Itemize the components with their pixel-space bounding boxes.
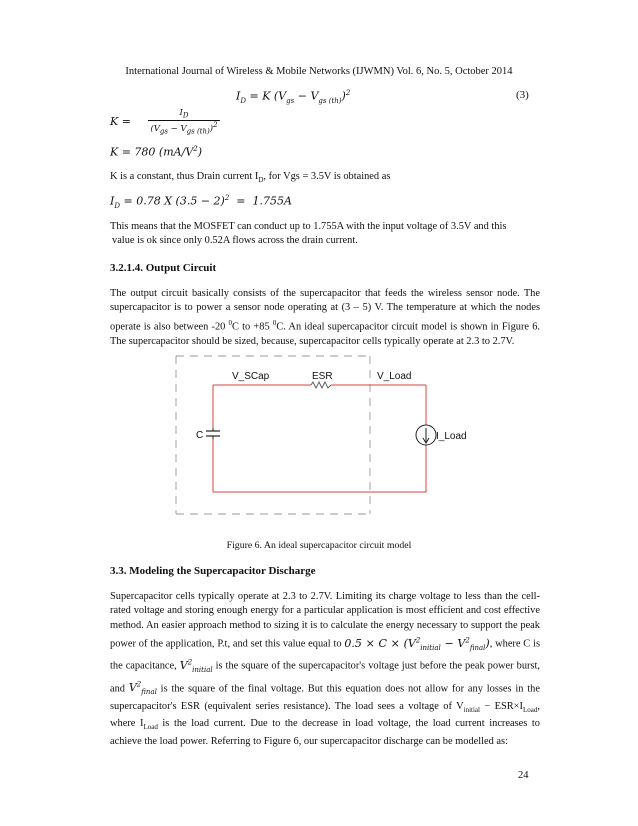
equation-number: (3) bbox=[516, 89, 529, 101]
journal-header: International Journal of Wireless & Mobile Networks (IJWMN) Vol. 6, No. 5, October 2014 bbox=[125, 66, 513, 77]
label-vload: V_Load bbox=[377, 371, 412, 382]
k-definition: K = $\frac{I_D}{(V_{gs} - V_{gs (th)})^2}$ bbox=[110, 108, 218, 136]
output-circuit-paragraph: The output circuit basically consists of the supercapacitor that feeds the wireless sensor node. The supercapacitor is to power a sensor node operating at (3 – 5) V. The temperature at which the nodes operate is also between -20 $^0$C to +85 $^0$C. An ideal supercapacitor circuit model is shown in Figure 6. The supercapacitor should be sized, because, supercapacitor cells typically operate at 2.3 to 2.7V. bbox=[110, 288, 540, 347]
heading-output-circuit: 3.2.1.4. Output Circuit bbox=[110, 262, 217, 274]
label-iload: I_Load bbox=[436, 431, 467, 442]
equation-3: $I_D = K$ $(V_{gs} - V_{gs (th)})^2$ bbox=[236, 89, 351, 105]
mosfet-line-2: value is ok since only 0.52A flows across the drain current. bbox=[112, 235, 358, 247]
page-number: 24 bbox=[518, 770, 529, 781]
k-value: K = 780 $(mA/V^2)$ bbox=[110, 145, 203, 159]
mosfet-line-1: This means that the MOSFET can conduct up to 1.755A with the input voltage of 3.5V and this bbox=[110, 221, 507, 232]
label-esr: ESR bbox=[312, 371, 333, 382]
label-vscap: V_SCap bbox=[232, 371, 270, 382]
esr-resistor bbox=[311, 382, 331, 388]
heading-modeling: 3.3. Modeling the Supercapacitor Discharge bbox=[110, 565, 316, 577]
circuit-wires bbox=[213, 385, 426, 492]
supercapacitor-circuit-diagram bbox=[170, 352, 467, 524]
label-c: C bbox=[196, 430, 204, 441]
figure-caption: Figure 6. An ideal supercapacitor circuit model bbox=[226, 540, 412, 551]
discharge-paragraph: Supercapacitor cells typically operate at 2.3 to 2.7V. Limiting its charge voltage to less than the cell-rated voltage and storing enough energy for a particular application is most efficient and cost effective method. An easier approach method to sizing it is to calculate the energy necessary to support the peak power of the application, P.t, and set this value equal to $0.5 \times C \times (V^2_{initial} - V^2_{final})$, where C is the capacitance, $V^2_{initial}$ is the square of the supercapacitor's voltage just before the peak power burst, and $V^2_{final}$ is the square of the final voltage. But this equation does not allow for any losses in the supercapacitor's ESR (equivalent series resistance). The load sees a voltage of $V_{initial} - ESR\times I_{Load}$, where $I_{Load}$ is the load current. Due to the decrease in load voltage, the load current increases to achieve the load power. Referring to Figure 6, our supercapacitor discharge can be modelled as: bbox=[110, 591, 541, 747]
mosfet-paragraph bbox=[110, 220, 540, 249]
dashed-enclosure bbox=[176, 356, 370, 514]
id-calculation: $I_D = 0.78$ X $(3.5 - 2)^2 = 1.755A$ bbox=[110, 194, 292, 210]
k-constant-text: K is a constant, thus Drain current $I_D$, for Vgs = 3.5V is obtained as bbox=[110, 171, 391, 185]
